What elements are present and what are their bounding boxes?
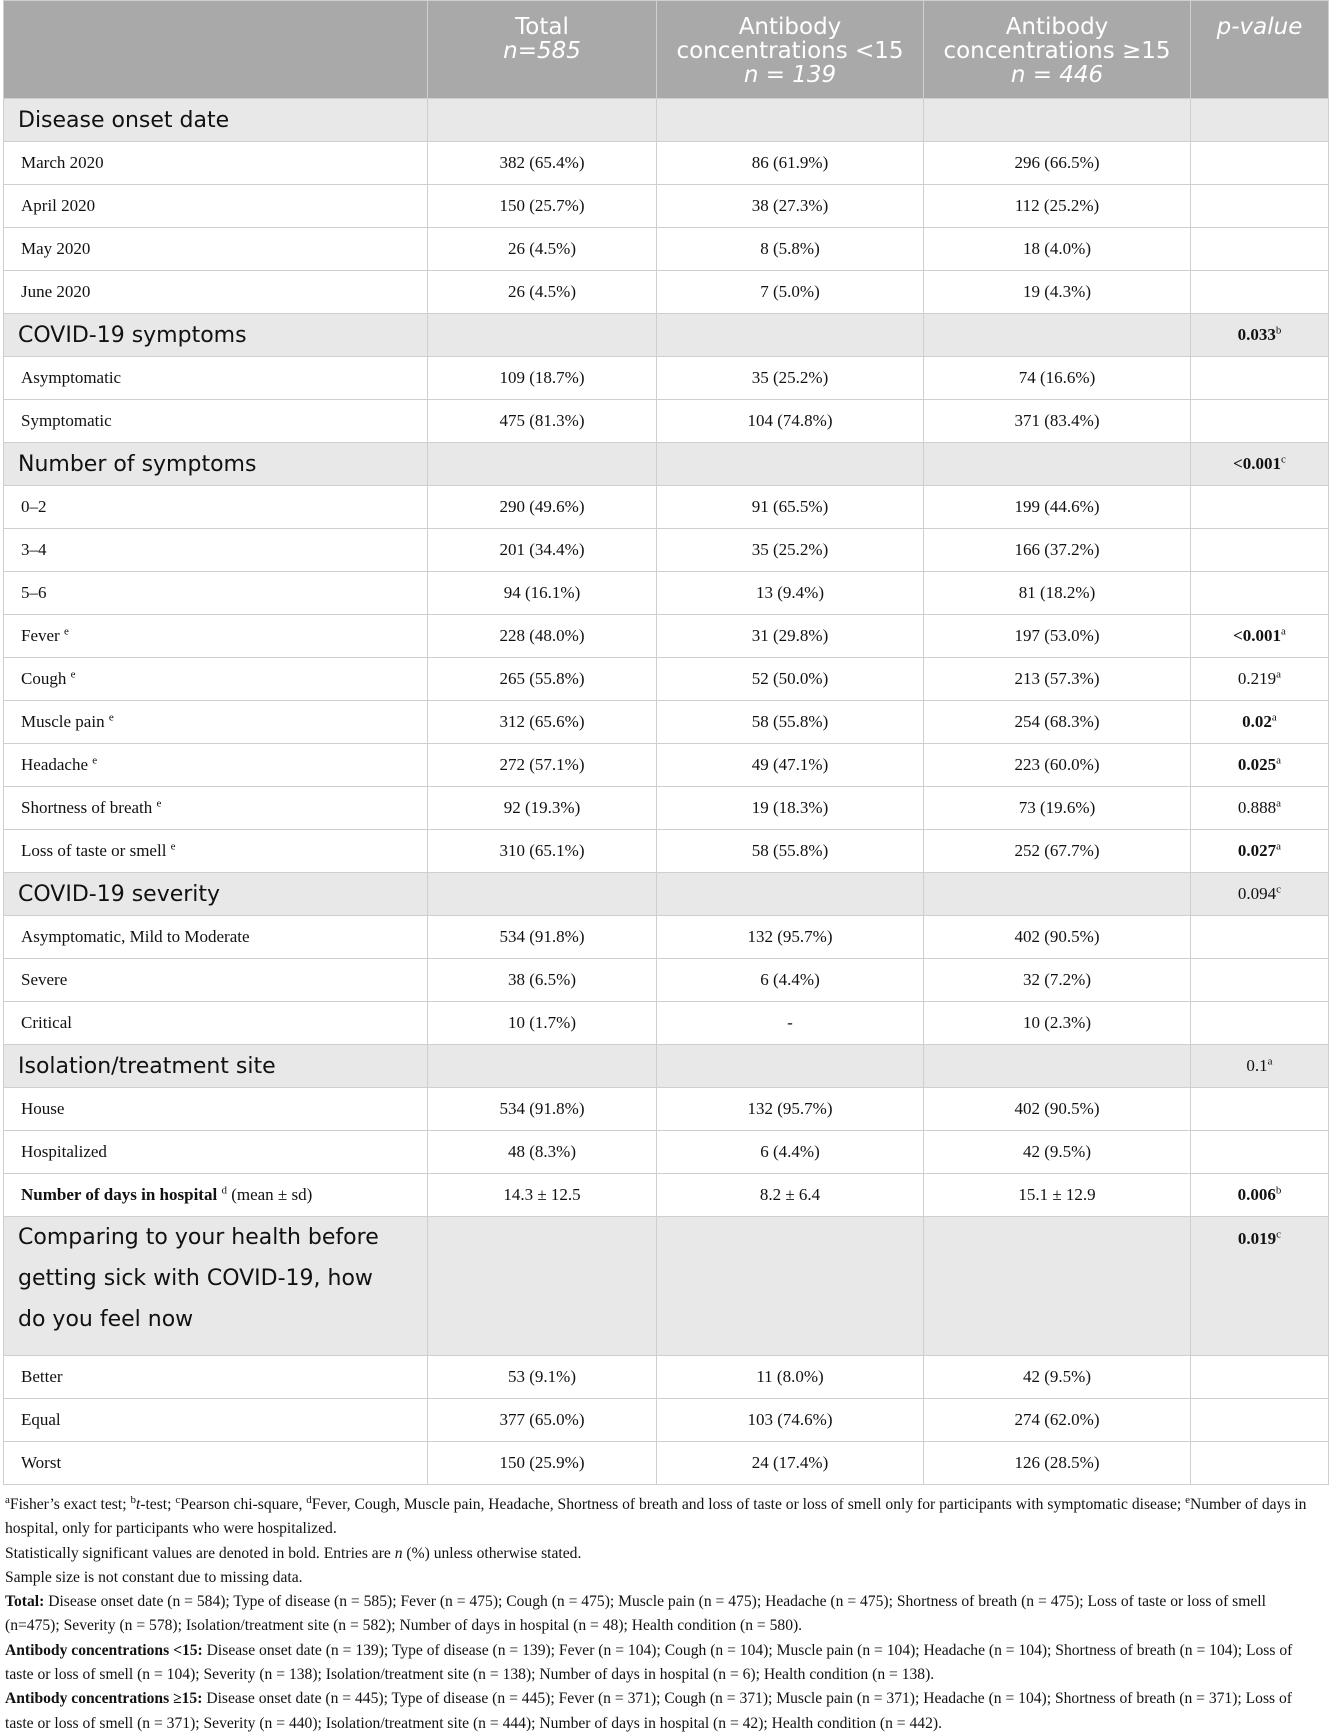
value-cell-total: 534 (91.8%) — [428, 1088, 657, 1131]
row-label: Headache — [21, 755, 93, 774]
footnote-total-label: Total: — [5, 1593, 45, 1611]
value-cell-total: 150 (25.9%) — [428, 1442, 657, 1485]
value-cell-high: 402 (90.5%) — [924, 916, 1191, 959]
p-value-cell — [1191, 357, 1329, 400]
row-label-suffix: (mean ± sd) — [226, 1185, 313, 1204]
header-low-antibody — [657, 1, 924, 99]
value-cell-low: 58 (55.8%) — [657, 701, 924, 744]
section-header-row — [4, 873, 1329, 916]
value-cell-low: 8.2 ± 6.4 — [657, 1174, 924, 1217]
p-value-test-marker: b — [1275, 1184, 1282, 1197]
value-cell-low: 8 (5.8%) — [657, 228, 924, 271]
value-cell-high: 126 (28.5%) — [924, 1442, 1191, 1485]
value-cell-high: 274 (62.0%) — [924, 1399, 1191, 1442]
footnote-bold-rest: (%) unless otherwise stated. — [402, 1544, 582, 1562]
value-cell-total: 265 (55.8%) — [428, 658, 657, 701]
value-cell-low: 49 (47.1%) — [657, 744, 924, 787]
p-value-cell — [1191, 142, 1329, 185]
p-value-cell — [1191, 529, 1329, 572]
row-label-cell — [4, 142, 428, 185]
value-cell-low: 19 (18.3%) — [657, 787, 924, 830]
p-value-test-marker: c — [1276, 1228, 1282, 1241]
p-value-cell — [1191, 271, 1329, 314]
value-cell-low: 103 (74.6%) — [657, 1399, 924, 1442]
p-value-cell — [1191, 1217, 1329, 1356]
row-label-cell — [4, 744, 428, 787]
p-value-cell — [1191, 1356, 1329, 1399]
value-cell-total: 109 (18.7%) — [428, 357, 657, 400]
p-value-cell — [1191, 99, 1329, 142]
value-cell-total: 10 (1.7%) — [428, 1002, 657, 1045]
p-value: <0.001 — [1233, 626, 1282, 645]
table-row — [4, 486, 1329, 529]
section-label: Disease onset date — [4, 99, 428, 142]
footnote-b-italic: t — [135, 1496, 141, 1513]
section-empty-cell — [428, 1045, 657, 1088]
footnote-bold-n: n — [394, 1544, 403, 1562]
table-row — [4, 1356, 1329, 1399]
row-label: House — [21, 1099, 65, 1118]
p-value-cell — [1191, 486, 1329, 529]
value-cell-high: 42 (9.5%) — [924, 1131, 1191, 1174]
row-label-cell — [4, 1131, 428, 1174]
header-low-line2: concentrations <15 — [676, 38, 904, 64]
p-value-cell — [1191, 400, 1329, 443]
value-cell-low: 132 (95.7%) — [657, 916, 924, 959]
value-cell-high: 223 (60.0%) — [924, 744, 1191, 787]
value-cell-low: - — [657, 1002, 924, 1045]
row-label-cell — [4, 787, 428, 830]
value-cell-high: 197 (53.0%) — [924, 615, 1191, 658]
footnote-c: Pearson chi-square, — [180, 1496, 307, 1513]
p-value: 0.006 — [1237, 1185, 1276, 1204]
table-row — [4, 1088, 1329, 1131]
value-cell-low: 104 (74.8%) — [657, 400, 924, 443]
p-value-cell — [1191, 615, 1329, 658]
section-empty-cell — [657, 314, 924, 357]
table-row — [4, 615, 1329, 658]
footnote-total-text: Disease onset date (n = 584); Type of disease (n = 585); Fever (n = 475); Cough (n = 475); Muscle pain (n = 475); Headache (n = 475); Shortness of breath (n = 475); Loss of taste or loss of smell (n=475); Severity (n = 578); Isolation/treatment site (n = 582); Number of days in hospital (n = 48); Health condition (n = 580). — [5, 1593, 1266, 1635]
value-cell-high: 166 (37.2%) — [924, 529, 1191, 572]
section-empty-cell — [924, 99, 1191, 142]
row-label: 5–6 — [21, 583, 47, 602]
header-high-line2: concentrations ≥15 — [943, 38, 1171, 64]
section-empty-cell — [428, 443, 657, 486]
table-row — [4, 228, 1329, 271]
section-label: Isolation/treatment site — [4, 1045, 428, 1088]
value-cell-high: 402 (90.5%) — [924, 1088, 1191, 1131]
p-value-test-marker: a — [1276, 668, 1282, 681]
row-label-footnote-marker: e — [108, 711, 114, 724]
value-cell-low: 58 (55.8%) — [657, 830, 924, 873]
value-cell-total: 14.3 ± 12.5 — [428, 1174, 657, 1217]
p-value-cell — [1191, 787, 1329, 830]
row-label-footnote-marker: e — [92, 754, 98, 767]
section-label: Comparing to your health before getting sick with COVID-19, how do you feel now — [4, 1217, 428, 1356]
section-header-row — [4, 443, 1329, 486]
row-label-cell — [4, 830, 428, 873]
table-row — [4, 1174, 1329, 1217]
p-value-cell — [1191, 916, 1329, 959]
row-label-cell — [4, 701, 428, 744]
table-row — [4, 271, 1329, 314]
value-cell-high: 15.1 ± 12.9 — [924, 1174, 1191, 1217]
row-label: Equal — [21, 1410, 61, 1429]
section-empty-cell — [657, 1045, 924, 1088]
p-value-cell — [1191, 1088, 1329, 1131]
p-value-test-marker: a — [1276, 840, 1282, 853]
value-cell-total: 150 (25.7%) — [428, 185, 657, 228]
header-high-line1: Antibody — [1005, 14, 1109, 40]
footnotes — [3, 1493, 1328, 1736]
row-label-footnote-marker: e — [170, 840, 176, 853]
section-empty-cell — [924, 1045, 1191, 1088]
value-cell-total: 38 (6.5%) — [428, 959, 657, 1002]
value-cell-low: 35 (25.2%) — [657, 357, 924, 400]
row-label-cell — [4, 1442, 428, 1485]
footnote-low-text: Disease onset date (n = 139); Type of disease (n = 139); Fever (n = 104); Cough (n = 104); Muscle pain (n = 104); Headache (n = 104); Shortness of breath (n = 104); Loss of taste or loss of smell (n = 104); Severity (n = 138); Isolation/treatment site (n = 138); Number of days in hospital (n = 6); Health condition (n = 138). — [5, 1641, 1293, 1684]
row-label-footnote-marker: d — [221, 1184, 227, 1197]
row-label: Asymptomatic — [21, 368, 122, 387]
p-value-cell — [1191, 1442, 1329, 1485]
table-row — [4, 744, 1329, 787]
section-label: COVID-19 severity — [4, 873, 428, 916]
header-high-n: n = 446 — [1010, 62, 1104, 88]
value-cell-high: 252 (67.7%) — [924, 830, 1191, 873]
section-header-row — [4, 1045, 1329, 1088]
section-header-row — [4, 99, 1329, 142]
row-label: Worst — [21, 1453, 62, 1472]
footnote-low — [5, 1639, 1324, 1688]
row-label: Shortness of breath — [21, 798, 157, 817]
p-value-cell — [1191, 701, 1329, 744]
footnote-low-label: Antibody concentrations <15: — [5, 1641, 203, 1659]
p-value-cell — [1191, 1399, 1329, 1442]
p-value: 0.094 — [1237, 884, 1277, 903]
table-row — [4, 529, 1329, 572]
p-value: 0.1 — [1246, 1056, 1268, 1075]
footnote-sample-size: Sample size is not constant due to missing data. — [5, 1568, 303, 1586]
table-row — [4, 185, 1329, 228]
header-high-antibody — [924, 1, 1191, 99]
section-empty-cell — [924, 314, 1191, 357]
row-label: April 2020 — [21, 196, 96, 215]
row-label: Asymptomatic, Mild to Moderate — [21, 927, 250, 946]
value-cell-high: 73 (19.6%) — [924, 787, 1191, 830]
p-value-cell — [1191, 959, 1329, 1002]
p-value: 0.888 — [1237, 798, 1277, 817]
header-low-n: n = 139 — [743, 62, 837, 88]
value-cell-total: 228 (48.0%) — [428, 615, 657, 658]
table-row — [4, 916, 1329, 959]
value-cell-low: 31 (29.8%) — [657, 615, 924, 658]
value-cell-low: 24 (17.4%) — [657, 1442, 924, 1485]
section-empty-cell — [657, 873, 924, 916]
value-cell-total: 310 (65.1%) — [428, 830, 657, 873]
value-cell-total: 26 (4.5%) — [428, 228, 657, 271]
value-cell-low: 6 (4.4%) — [657, 959, 924, 1002]
row-label: May 2020 — [21, 239, 91, 258]
p-value-test-marker: a — [1271, 711, 1277, 724]
value-cell-high: 112 (25.2%) — [924, 185, 1191, 228]
footnote-bold-note — [5, 1542, 1324, 1566]
value-cell-high: 32 (7.2%) — [924, 959, 1191, 1002]
value-cell-total: 201 (34.4%) — [428, 529, 657, 572]
p-value-cell — [1191, 1174, 1329, 1217]
row-label-cell — [4, 615, 428, 658]
section-empty-cell — [428, 99, 657, 142]
value-cell-high: 42 (9.5%) — [924, 1356, 1191, 1399]
value-cell-high: 10 (2.3%) — [924, 1002, 1191, 1045]
p-value-test-marker: a — [1276, 754, 1282, 767]
row-label-footnote-marker: e — [63, 625, 69, 638]
section-empty-cell — [657, 443, 924, 486]
value-cell-total: 92 (19.3%) — [428, 787, 657, 830]
p-value-cell — [1191, 314, 1329, 357]
p-value-test-marker: a — [1276, 797, 1282, 810]
p-value-test-marker: a — [1267, 1055, 1273, 1068]
row-label-footnote-marker: e — [156, 797, 162, 810]
table-row — [4, 1131, 1329, 1174]
row-label-cell — [4, 658, 428, 701]
footnote-high-text: Disease onset date (n = 445); Type of disease (n = 445); Fever (n = 371); Cough (n = 371); Muscle pain (n = 371); Headache (n = 104); Shortness of breath (n = 371); Loss of taste or loss of smell (n = 371); Severity (n = 440); Isolation/treatment site (n = 444); Number of days in hospital (n = 42); Health condition (n = 442). — [5, 1690, 1292, 1732]
p-value: 0.02 — [1242, 712, 1272, 731]
value-cell-low: 38 (27.3%) — [657, 185, 924, 228]
header-total-n: n=585 — [503, 38, 581, 64]
p-value: 0.027 — [1237, 841, 1277, 860]
value-cell-high: 74 (16.6%) — [924, 357, 1191, 400]
row-label: 0–2 — [21, 497, 47, 516]
row-label: Loss of taste or smell — [21, 841, 171, 860]
footnote-high-label: Antibody concentrations ≥15: — [5, 1690, 203, 1708]
value-cell-low: 11 (8.0%) — [657, 1356, 924, 1399]
table-row — [4, 357, 1329, 400]
table-row — [4, 572, 1329, 615]
value-cell-total: 312 (65.6%) — [428, 701, 657, 744]
value-cell-total: 272 (57.1%) — [428, 744, 657, 787]
row-label: March 2020 — [21, 153, 104, 172]
row-label: Critical — [21, 1013, 72, 1032]
row-label-cell — [4, 1088, 428, 1131]
table-row — [4, 142, 1329, 185]
row-label-cell — [4, 1002, 428, 1045]
value-cell-total: 94 (16.1%) — [428, 572, 657, 615]
value-cell-total: 382 (65.4%) — [428, 142, 657, 185]
row-label-cell — [4, 400, 428, 443]
section-label: Number of symptoms — [4, 443, 428, 486]
p-value: 0.019 — [1237, 1229, 1277, 1248]
value-cell-high: 199 (44.6%) — [924, 486, 1191, 529]
value-cell-low: 86 (61.9%) — [657, 142, 924, 185]
table-row — [4, 1002, 1329, 1045]
section-label: COVID-19 symptoms — [4, 314, 428, 357]
results-table-container — [3, 0, 1328, 1736]
row-label: Severe — [21, 970, 68, 989]
p-value-cell — [1191, 658, 1329, 701]
p-value-cell — [1191, 1045, 1329, 1088]
value-cell-low: 6 (4.4%) — [657, 1131, 924, 1174]
table-row — [4, 701, 1329, 744]
row-label-cell — [4, 271, 428, 314]
table-row — [4, 658, 1329, 701]
section-empty-cell — [924, 873, 1191, 916]
p-value-cell — [1191, 873, 1329, 916]
value-cell-low: 91 (65.5%) — [657, 486, 924, 529]
table-row — [4, 1442, 1329, 1485]
section-header-row — [4, 1217, 1329, 1356]
table-row — [4, 959, 1329, 1002]
value-cell-high: 19 (4.3%) — [924, 271, 1191, 314]
section-header-row — [4, 314, 1329, 357]
table-row — [4, 830, 1329, 873]
table-row — [4, 787, 1329, 830]
value-cell-low: 35 (25.2%) — [657, 529, 924, 572]
value-cell-total: 48 (8.3%) — [428, 1131, 657, 1174]
footnote-d: Fever, Cough, Muscle pain, Headache, Shortness of breath and loss of taste or loss of smell only for participants with symptomatic disease; — [311, 1496, 1186, 1513]
row-label-footnote-marker: e — [70, 668, 76, 681]
p-value-cell — [1191, 1131, 1329, 1174]
row-label-cell — [4, 1356, 428, 1399]
footnote-b: -test; — [140, 1496, 176, 1513]
section-empty-cell — [428, 1217, 657, 1356]
value-cell-high: 254 (68.3%) — [924, 701, 1191, 744]
p-value: <0.001 — [1233, 454, 1282, 473]
p-value-cell — [1191, 744, 1329, 787]
row-label-cell — [4, 572, 428, 615]
section-empty-cell — [924, 443, 1191, 486]
row-label-cell — [4, 185, 428, 228]
row-label-cell — [4, 1174, 428, 1217]
row-label: Better — [21, 1367, 63, 1386]
p-value-test-marker: b — [1275, 324, 1282, 337]
value-cell-low: 7 (5.0%) — [657, 271, 924, 314]
row-label: Symptomatic — [21, 411, 112, 430]
header-low-line1: Antibody — [738, 14, 842, 40]
footnote-total — [5, 1590, 1324, 1639]
row-label-cell — [4, 228, 428, 271]
value-cell-low: 13 (9.4%) — [657, 572, 924, 615]
table-header-row — [4, 1, 1329, 99]
value-cell-total: 377 (65.0%) — [428, 1399, 657, 1442]
results-table — [3, 0, 1329, 1485]
value-cell-total: 53 (9.1%) — [428, 1356, 657, 1399]
row-label-cell — [4, 916, 428, 959]
p-value-cell — [1191, 830, 1329, 873]
row-label: Hospitalized — [21, 1142, 107, 1161]
row-label-cell — [4, 357, 428, 400]
section-empty-cell — [428, 873, 657, 916]
value-cell-high: 296 (66.5%) — [924, 142, 1191, 185]
value-cell-high: 81 (18.2%) — [924, 572, 1191, 615]
footnote-a: Fisher’s exact test; — [9, 1496, 131, 1513]
header-blank — [4, 1, 428, 99]
header-total-title: Total — [515, 14, 569, 40]
p-value-test-marker: c — [1281, 453, 1286, 466]
p-value-cell — [1191, 228, 1329, 271]
table-row — [4, 400, 1329, 443]
row-label: Number of days in hospital — [21, 1185, 222, 1204]
p-value: 0.025 — [1237, 755, 1277, 774]
p-value-cell — [1191, 443, 1329, 486]
section-empty-cell — [428, 314, 657, 357]
p-value-cell — [1191, 1002, 1329, 1045]
section-empty-cell — [657, 99, 924, 142]
p-value-cell — [1191, 572, 1329, 615]
row-label: Muscle pain — [21, 712, 109, 731]
row-label: Fever — [21, 626, 64, 645]
footnote-tests: $^a$Fisher’s exact test; $^b$t-test; $^c$Pearson chi-square, $^d$Fever, Cough, Muscle pain, Headache, Shortness of breath and loss of taste or loss of smell only for participants with symptomatic disease; $^e$Number of days in hospital, only for participants who were hospitalized. — [5, 1493, 1307, 1538]
value-cell-total: 290 (49.6%) — [428, 486, 657, 529]
p-value-test-marker: a — [1281, 625, 1286, 638]
table-row — [4, 1399, 1329, 1442]
section-empty-cell — [657, 1217, 924, 1356]
value-cell-low: 52 (50.0%) — [657, 658, 924, 701]
value-cell-total: 475 (81.3%) — [428, 400, 657, 443]
p-value: 0.219 — [1237, 669, 1277, 688]
row-label-cell — [4, 529, 428, 572]
header-pvalue: p-value — [1191, 1, 1329, 99]
row-label-cell — [4, 486, 428, 529]
p-value-test-marker: c — [1276, 883, 1282, 896]
footnote-e: Number of days in hospital, only for participants who were hospitalized. — [5, 1496, 1307, 1538]
value-cell-low: 132 (95.7%) — [657, 1088, 924, 1131]
section-empty-cell — [924, 1217, 1191, 1356]
row-label: Cough — [21, 669, 71, 688]
table-body — [4, 99, 1329, 1485]
value-cell-total: 534 (91.8%) — [428, 916, 657, 959]
p-value-cell — [1191, 185, 1329, 228]
value-cell-high: 371 (83.4%) — [924, 400, 1191, 443]
header-total — [428, 1, 657, 99]
p-value: 0.033 — [1237, 325, 1276, 344]
row-label: 3–4 — [21, 540, 47, 559]
value-cell-high: 18 (4.0%) — [924, 228, 1191, 271]
value-cell-total: 26 (4.5%) — [428, 271, 657, 314]
value-cell-high: 213 (57.3%) — [924, 658, 1191, 701]
row-label-cell — [4, 959, 428, 1002]
row-label: June 2020 — [21, 282, 91, 301]
footnote-bold-text: Statistically significant values are denoted in bold. Entries are — [5, 1544, 395, 1562]
row-label-cell — [4, 1399, 428, 1442]
